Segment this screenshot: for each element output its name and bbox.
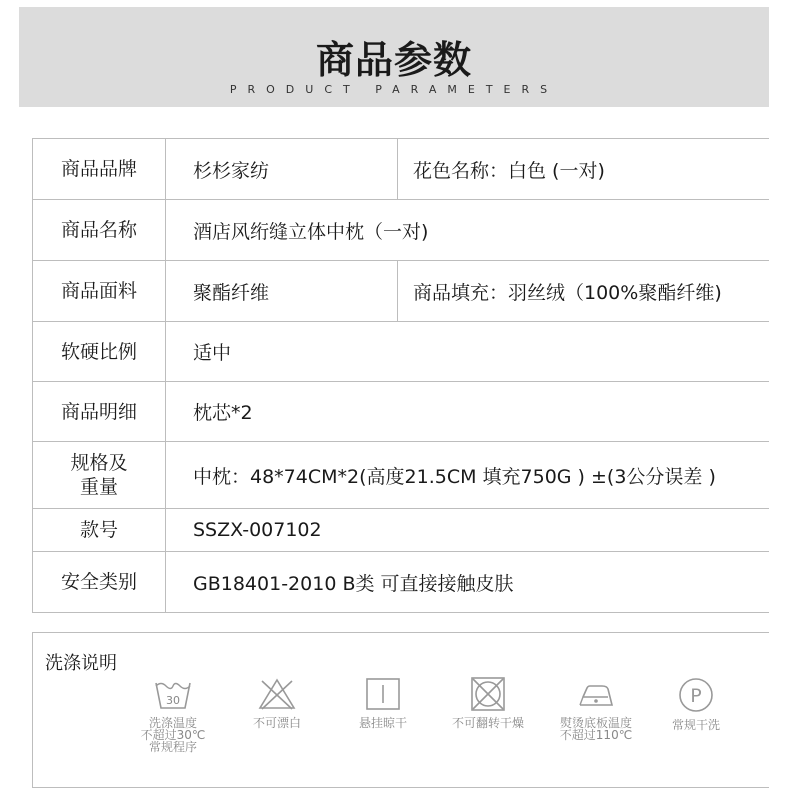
wash-item	[651, 677, 741, 731]
no-tumble-dry-icon	[468, 677, 508, 711]
param-row-safety	[32, 552, 769, 613]
param-label	[33, 442, 166, 508]
param-label: 商品名称	[33, 200, 166, 260]
wash-item	[443, 677, 533, 729]
param-value: GB18401-2010 B类 可直接接触皮肤	[193, 572, 514, 595]
wash-label: 熨烫底板温度	[559, 716, 632, 730]
param-row-spec-weight	[32, 442, 769, 509]
page-subtitle: PRODUCT PARAMETERS	[229, 83, 559, 96]
param-value: 聚酯纤维	[193, 281, 270, 304]
param-row-brand	[32, 139, 769, 200]
param-value: 酒店风绗缝立体中枕（一对)	[193, 220, 429, 243]
param-value: 适中	[193, 342, 232, 364]
param-label-line: 规格及	[70, 452, 128, 474]
wash-item	[551, 677, 641, 741]
wash-label: 不超过110℃	[559, 728, 633, 742]
iron-110-icon	[574, 677, 618, 711]
wash-label: 常规程序	[148, 740, 197, 754]
washing-instructions	[32, 632, 769, 788]
wash-label: 不可漂白	[252, 716, 301, 730]
param-extra-value: 商品填充：羽丝绒（100%聚酯纤维)	[397, 261, 769, 321]
dry-clean-p-icon	[676, 677, 716, 713]
param-value: SSZX-007102	[193, 519, 322, 541]
no-bleach-icon	[257, 677, 297, 711]
param-row-softness	[32, 322, 769, 382]
param-row-fabric	[32, 261, 769, 322]
param-label: 商品面料	[33, 261, 166, 321]
wash-label: 悬挂晾干	[358, 716, 407, 730]
wash-label: 洗涤温度	[148, 716, 197, 730]
param-label-line: 重量	[79, 476, 118, 498]
param-row-details	[32, 382, 769, 442]
wash-label: 常规干洗	[671, 718, 720, 732]
param-label: 商品品牌	[33, 139, 166, 199]
wash-item	[128, 677, 218, 753]
param-row-model	[32, 509, 769, 552]
wash-label: 不可翻转干燥	[451, 716, 524, 730]
wash-30-icon	[153, 677, 193, 711]
param-label: 商品明细	[33, 382, 166, 441]
param-extra-value: 花色名称：白色 (一对)	[397, 139, 769, 199]
param-value: 中枕：48*74CM*2(高度21.5CM 填充750G ) ±(3公分误差 )	[193, 465, 716, 488]
wash-item	[338, 677, 428, 729]
line-dry-icon	[363, 677, 403, 711]
washing-title: 洗涤说明	[45, 653, 117, 674]
param-label: 安全类别	[33, 552, 166, 612]
page-header	[19, 7, 769, 107]
wash-item	[232, 677, 322, 729]
param-value: 枕芯*2	[193, 402, 253, 424]
param-label: 款号	[33, 509, 166, 551]
param-row-name	[32, 200, 769, 261]
wash-temp-number: 30	[166, 694, 180, 707]
param-label: 软硬比例	[33, 322, 166, 381]
page-title: 商品参数	[315, 38, 472, 82]
wash-label: 不超过30℃	[140, 728, 206, 742]
parameters-table	[32, 138, 769, 613]
dry-clean-letter: P	[690, 685, 702, 707]
param-value: 杉杉家纺	[193, 159, 270, 182]
